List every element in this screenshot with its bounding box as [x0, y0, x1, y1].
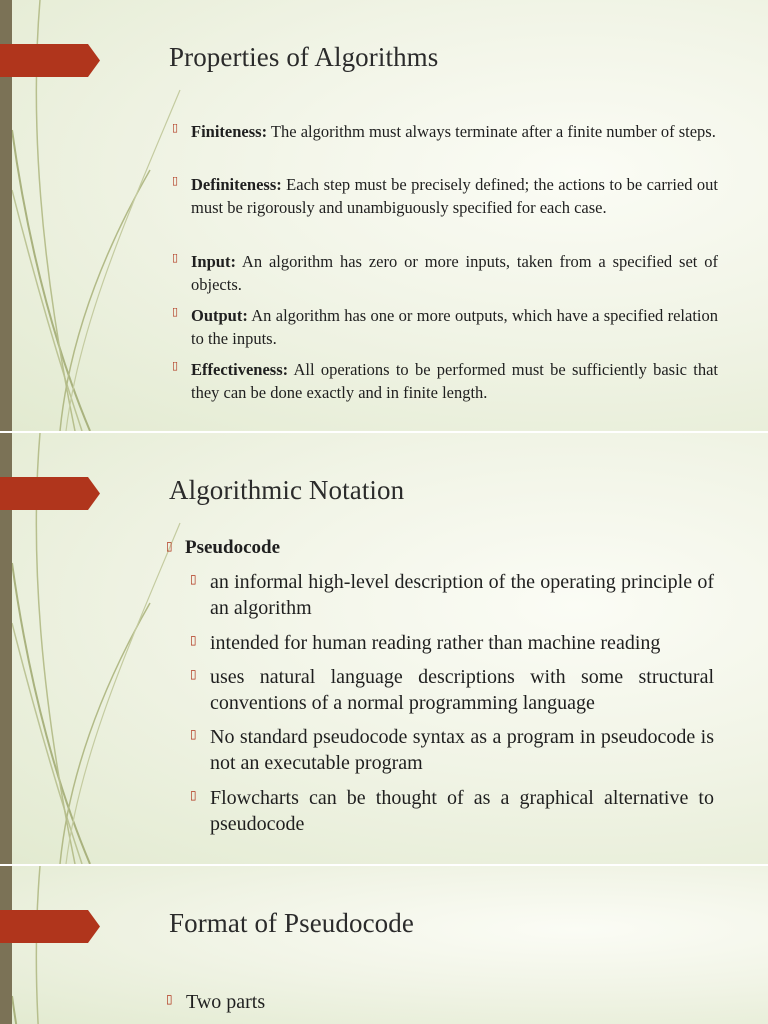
slide-format-of-pseudocode	[0, 866, 768, 1024]
term-label: Output:	[191, 306, 248, 325]
bullet-icon: ▯	[172, 305, 179, 318]
list-item	[172, 173, 718, 219]
term-description: All operations to be performed must be sufficiently basic that they can be done exactly and in finite length.	[191, 360, 718, 402]
slide-title: Properties of Algorithms	[169, 42, 439, 72]
sub-list-item	[190, 724, 714, 776]
slide-algorithmic-notation	[0, 433, 768, 864]
term-label: Effectiveness:	[191, 360, 289, 379]
list-item	[172, 120, 718, 143]
term-description: The algorithm must always terminate after a finite number of steps.	[267, 122, 716, 141]
bullet-icon: ▯	[172, 174, 179, 187]
term-description: An algorithm has zero or more inputs, taken from a specified set of objects.	[191, 252, 718, 294]
sub-bullet-text: No standard pseudocode syntax as a program in pseudocode is not an executable program	[210, 726, 714, 774]
list-item	[166, 989, 566, 1015]
bullet-text: Two parts	[186, 991, 266, 1013]
bullet-icon: ▯	[172, 359, 179, 372]
bullet-icon: ▯	[190, 667, 197, 681]
sub-list-item	[190, 664, 714, 716]
title-arrow-marker	[0, 44, 100, 77]
sub-bullet-text: uses natural language descriptions with some structural conventions of a normal programming language	[210, 666, 714, 714]
sub-list-item	[190, 785, 714, 837]
left-sidebar-stripe	[0, 866, 12, 1024]
term-label: Definiteness:	[191, 175, 282, 194]
list-item	[172, 358, 718, 404]
title-arrow-marker	[0, 477, 100, 510]
slide-properties-of-algorithms	[0, 0, 768, 431]
pseudocode-heading: Pseudocode	[185, 537, 280, 558]
bullet-icon: ▯	[190, 572, 197, 586]
sub-bullet-text: an informal high-level description of the operating principle of an algorithm	[210, 571, 714, 619]
bullet-icon: ▯	[190, 788, 197, 802]
list-item	[166, 536, 566, 560]
term-description: Each step must be precisely defined; the actions to be carried out must be rigorously and unambiguously specified for each case.	[191, 175, 718, 217]
bullet-icon: ▯	[190, 727, 197, 741]
title-arrow-marker	[0, 910, 100, 943]
sub-list-item	[190, 569, 714, 621]
term-label: Finiteness:	[191, 122, 268, 141]
term-label: Input:	[191, 252, 236, 271]
sub-bullet-text: Flowcharts can be thought of as a graphical alternative to pseudocode	[210, 787, 714, 835]
slide-title: Algorithmic Notation	[169, 475, 405, 505]
sub-bullet-text: intended for human reading rather than machine reading	[210, 632, 661, 654]
bullet-icon: ▯	[166, 539, 173, 553]
bullet-icon: ▯	[172, 251, 179, 264]
slide-title: Format of Pseudocode	[169, 908, 414, 938]
list-item	[172, 250, 718, 296]
bullet-icon: ▯	[190, 633, 197, 647]
bullet-icon: ▯	[172, 121, 179, 134]
list-item	[172, 304, 718, 350]
term-description: An algorithm has one or more outputs, which have a specified relation to the inputs.	[191, 306, 718, 348]
sub-list-item	[190, 630, 714, 656]
bullet-icon: ▯	[166, 992, 173, 1006]
